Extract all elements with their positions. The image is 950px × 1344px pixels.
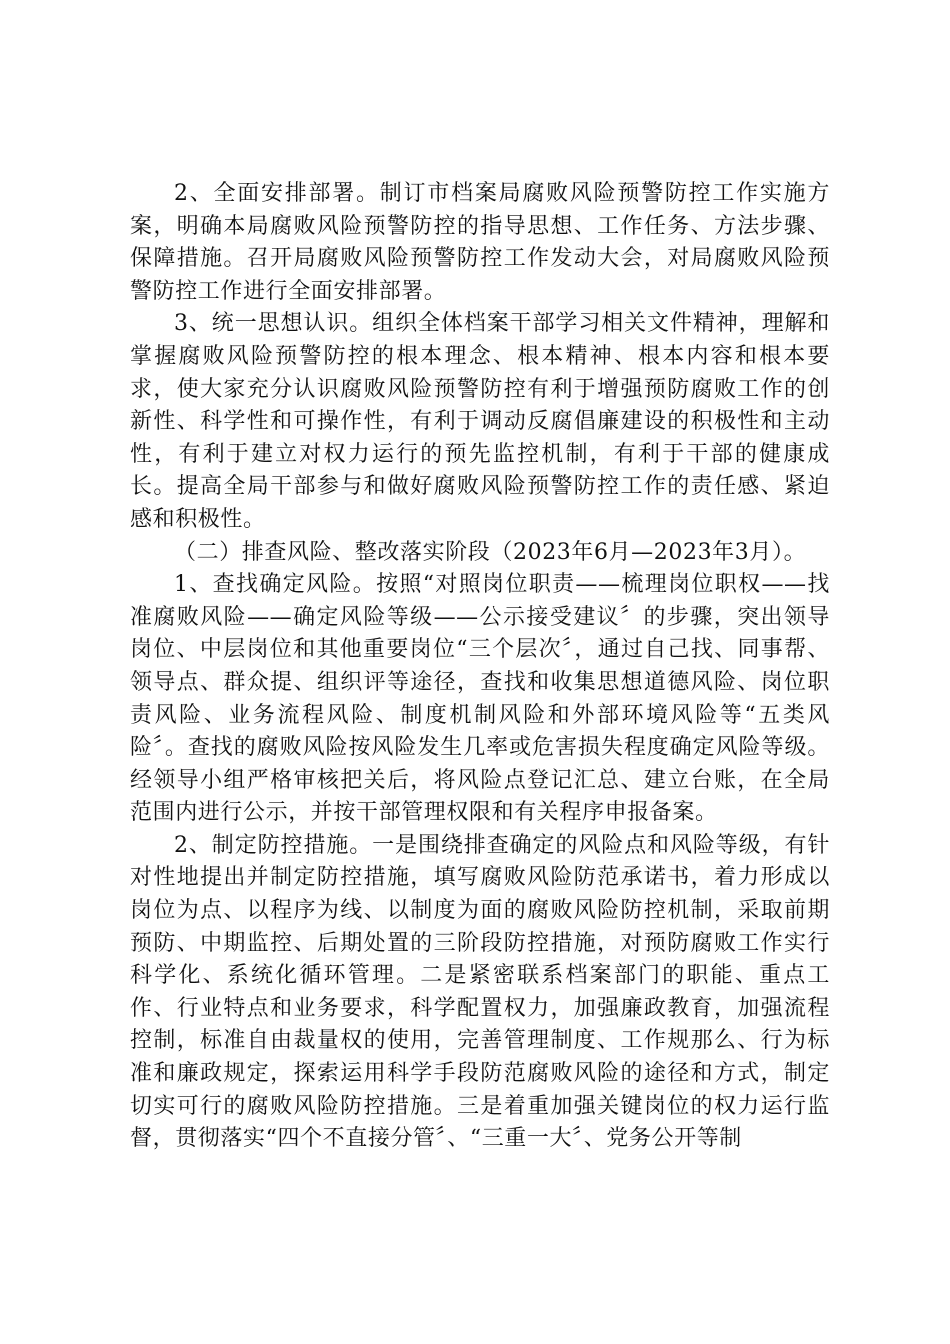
section-heading-risk-investigation: （二）排查风险、整改落实阶段（2023年6月—2023年3月）。 [174,539,807,565]
paragraph-control-measures: 2、制定防控措施。一是围绕排查确定的风险点和风险等级，有针对性地提出并制定防控措施，填写腐败风险防范承诺书，着力形成以岗位为点、以程序为线、以制度为面的腐败风险防控机制，采取前期预防、中期监控、后期处置的三阶段防控措施，对预防腐败工作实行科学化、系统化循环管理。二是紧密联系档案部门的职能、重点工作、行业特点和业务要求，科学配置权力，加强廉政教育，加强流程控制，标准自由裁量权的使用，完善管理制度、工作规那么、行为标准和廉政规定，探索运用科学手段防范腐败风险的途径和方式，制定切实可行的腐败风险防控措施。三是着重加强关键岗位的权力运行监督，贯彻落实“四个不直接分管〞、“三重一大〞、党务公开等制 [130,832,830,1152]
paragraph-unify-thinking: 3、统一思想认识。组织全体档案干部学习相关文件精神，理解和掌握腐败风险预警防控的根本理念、根本精神、根本内容和根本要求，使大家充分认识腐败风险预警防控有利于增强预防腐败工作的创新性、科学性和可操作性，有利于调动反腐倡廉建设的积极性和主动性，有利于建立对权力运行的预先监控机制，有利于干部的健康成长。提高全局干部参与和做好腐败风险预警防控工作的责任感、紧迫感和积极性。 [130,311,830,532]
document-body [130,178,830,1156]
paragraph-identify-risks: 1、查找确定风险。按照“对照岗位职责——梳理岗位职权——找准腐败风险——确定风险等级——公示接受建议〞的步骤，突出领导岗位、中层岗位和其他重要岗位“三个层次〞，通过自己找、同事帮、领导点、群众提、组织评等途径，查找和收集思想道德风险、岗位职责风险、业务流程风险、制度机制风险和外部环境风险等“五类风险〞。查找的腐败风险按风险发生几率或危害损失程度确定风险等级。经领导小组严格审核把关后，将风险点登记汇总、建立台账，在全局范围内进行公示，并按干部管理权限和有关程序申报备案。 [130,572,830,826]
paragraph-deployment: 2、全面安排部署。制订市档案局腐败风险预警防控工作实施方案，明确本局腐败风险预警防控的指导思想、工作任务、方法步骤、保障措施。召开局腐败风险预警防控工作发动大会，对局腐败风险预警防控工作进行全面安排部署。 [130,181,830,304]
